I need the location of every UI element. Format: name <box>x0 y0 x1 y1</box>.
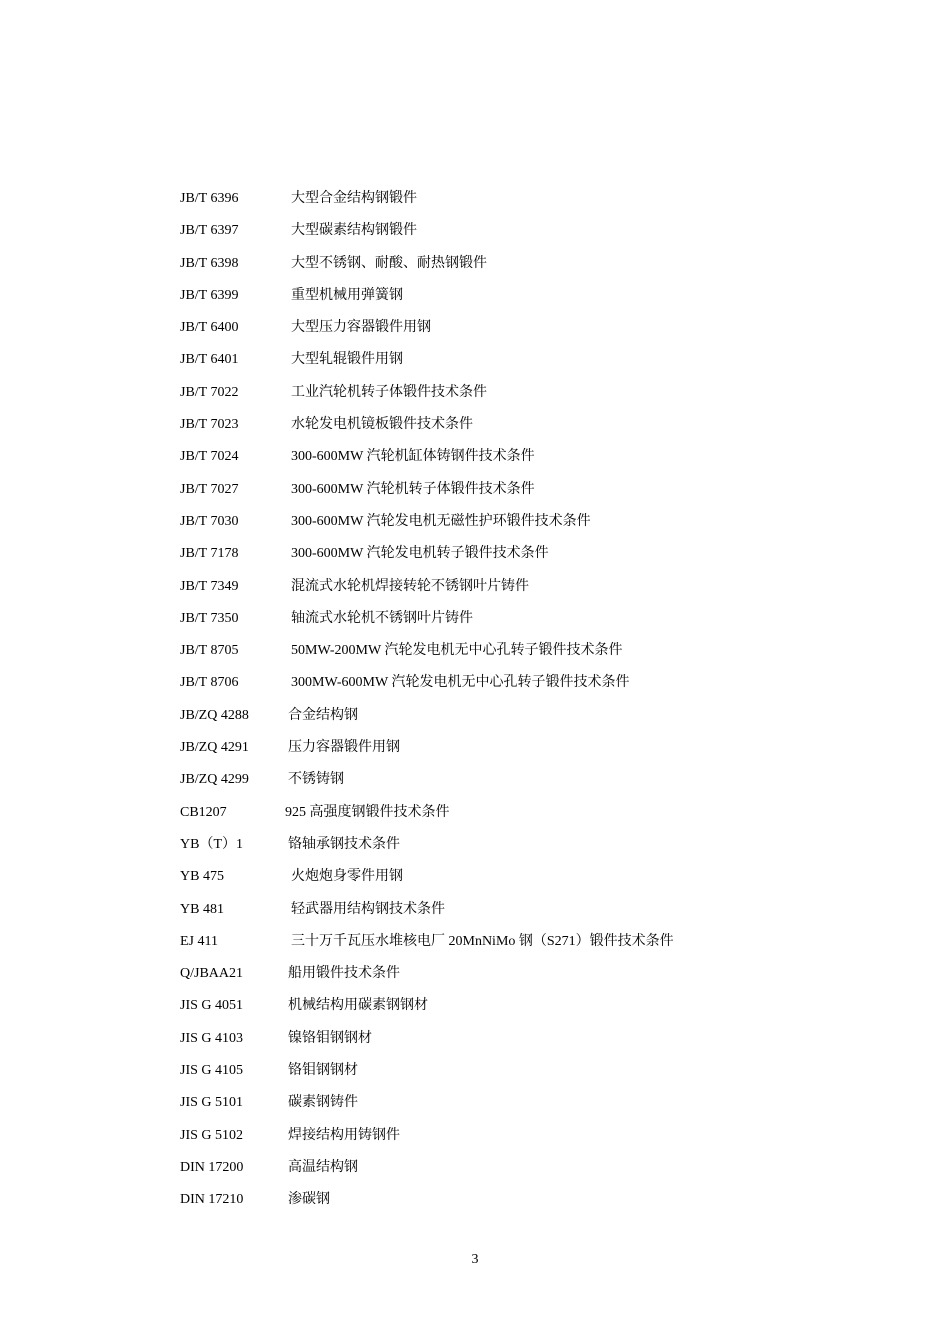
standard-title: 铬轴承钢技术条件 <box>288 836 400 852</box>
standard-code: JB/T 6401 <box>180 352 239 368</box>
standard-code: YB 481 <box>180 901 224 917</box>
standard-title: 焊接结构用铸钢件 <box>288 1127 400 1143</box>
standard-title: 大型碳素结构钢锻件 <box>291 223 417 239</box>
standard-title: 925 高强度钢锻件技术条件 <box>285 804 450 820</box>
standard-title: 渗碳钢 <box>288 1192 330 1208</box>
standard-entry <box>180 640 880 672</box>
standard-title: 大型合金结构钢锻件 <box>291 191 417 206</box>
standard-title: 50MW-200MW 汽轮发电机无中心孔转子锻件技术条件 <box>291 643 623 659</box>
standard-code: JB/ZQ 4288 <box>180 707 249 723</box>
standard-code: JIS G 4105 <box>180 1063 244 1079</box>
standard-code: JB/T 8705 <box>180 643 239 659</box>
standard-title: 轻武器用结构钢技术条件 <box>291 901 445 917</box>
standard-entry <box>180 672 880 704</box>
standard-entry <box>180 802 880 834</box>
standard-entry <box>180 834 880 866</box>
standard-entry <box>180 188 880 220</box>
standard-title: 大型不锈钢、耐酸、耐热钢锻件 <box>291 255 487 271</box>
standard-code: JB/T 7030 <box>180 513 239 529</box>
standard-code: JB/T 6400 <box>180 320 239 336</box>
standard-code: DIN 17210 <box>180 1192 244 1208</box>
standard-title: 高温结构钢 <box>288 1159 358 1175</box>
standard-entry <box>180 705 880 737</box>
standard-title: 大型压力容器锻件用钢 <box>291 320 431 336</box>
standard-title: 三十万千瓦压水堆核电厂 20MnNiMo 钢（S271）锻件技术条件 <box>291 933 674 949</box>
standard-entry <box>180 414 880 446</box>
standard-title: 轴流式水轮机不锈钢叶片铸件 <box>291 610 473 626</box>
standard-code: JB/T 7178 <box>180 546 239 562</box>
standard-entry <box>180 1092 880 1124</box>
standard-entry <box>180 737 880 769</box>
standard-entry <box>180 899 880 931</box>
page-number: 3 <box>471 1252 479 1267</box>
standard-entry <box>180 285 880 317</box>
standard-code: JIS G 4103 <box>180 1030 244 1046</box>
standard-entry <box>180 866 880 898</box>
standard-code: YB（T）1 <box>180 836 243 852</box>
standard-title: 300MW-600MW 汽轮发电机无中心孔转子锻件技术条件 <box>291 675 630 691</box>
standard-title: 合金结构钢 <box>288 707 358 723</box>
standard-entry <box>180 769 880 801</box>
standard-title: 300-600MW 汽轮发电机无磁性护环锻件技术条件 <box>291 513 591 529</box>
standard-entry <box>180 511 880 543</box>
standard-title: 铬钼钢钢材 <box>288 1063 358 1079</box>
standard-title: 工业汽轮机转子体锻件技术条件 <box>291 384 487 400</box>
standard-title: 混流式水轮机焊接转轮不锈钢叶片铸件 <box>291 578 529 594</box>
standard-title: 碳素钢铸件 <box>288 1095 358 1111</box>
standard-title: 300-600MW 汽轮机转子体锻件技术条件 <box>291 481 535 497</box>
standard-code: Q/JBAA21 <box>180 966 244 982</box>
standard-code: JB/T 7023 <box>180 417 239 433</box>
standard-title: 300-600MW 汽轮发电机转子锻件技术条件 <box>291 546 549 562</box>
standard-title: 水轮发电机镜板锻件技术条件 <box>291 417 473 433</box>
standard-entry <box>180 479 880 511</box>
standard-entry <box>180 608 880 640</box>
standard-code: JB/ZQ 4299 <box>180 772 249 788</box>
standard-entry <box>180 1028 880 1060</box>
standard-title: 镍铬钼钢钢材 <box>288 1030 372 1046</box>
standard-entry <box>180 995 880 1027</box>
standard-entry <box>180 349 880 381</box>
standard-code: JB/T 7024 <box>180 449 239 465</box>
standard-title: 压力容器锻件用钢 <box>288 740 400 756</box>
standard-code: JB/T 6396 <box>180 191 239 206</box>
standard-entry <box>180 220 880 252</box>
standard-entry <box>180 317 880 349</box>
standard-code: JB/T 6397 <box>180 223 239 239</box>
standard-title: 机械结构用碳素钢钢材 <box>288 998 428 1014</box>
standard-title: 火炮炮身零件用钢 <box>291 869 403 885</box>
standard-entry <box>180 1125 880 1157</box>
standard-code: DIN 17200 <box>180 1159 244 1175</box>
standard-entry <box>180 446 880 478</box>
standard-entry <box>180 1157 880 1189</box>
standard-title: 大型轧辊锻件用钢 <box>291 352 403 368</box>
standard-entry <box>180 576 880 608</box>
standard-code: JB/ZQ 4291 <box>180 740 249 756</box>
standard-entry <box>180 1189 880 1221</box>
standard-code: JB/T 6398 <box>180 255 239 271</box>
standard-code: JB/T 7349 <box>180 578 239 594</box>
standard-entry <box>180 543 880 575</box>
standard-title: 300-600MW 汽轮机缸体铸钢件技术条件 <box>291 449 535 465</box>
standard-code: EJ 411 <box>180 933 218 949</box>
standard-entry <box>180 931 880 963</box>
standard-title: 不锈铸钢 <box>288 772 344 788</box>
standard-entry <box>180 382 880 414</box>
standard-title: 船用锻件技术条件 <box>288 966 400 982</box>
standard-entry <box>180 253 880 285</box>
standard-code: JB/T 8706 <box>180 675 239 691</box>
standard-code: JB/T 7027 <box>180 481 239 497</box>
standard-entry <box>180 963 880 995</box>
standard-code: JB/T 7350 <box>180 610 239 626</box>
standard-title: 重型机械用弹簧钢 <box>291 287 403 303</box>
standard-code: JIS G 5102 <box>180 1127 244 1143</box>
standard-code: JB/T 6399 <box>180 287 239 303</box>
standard-code: JIS G 4051 <box>180 998 244 1014</box>
standard-code: CB1207 <box>180 804 227 820</box>
standard-entry <box>180 1060 880 1092</box>
standard-code: YB 475 <box>180 869 224 885</box>
standards-list <box>180 188 880 1222</box>
standard-code: JB/T 7022 <box>180 384 239 400</box>
standard-code: JIS G 5101 <box>180 1095 244 1111</box>
